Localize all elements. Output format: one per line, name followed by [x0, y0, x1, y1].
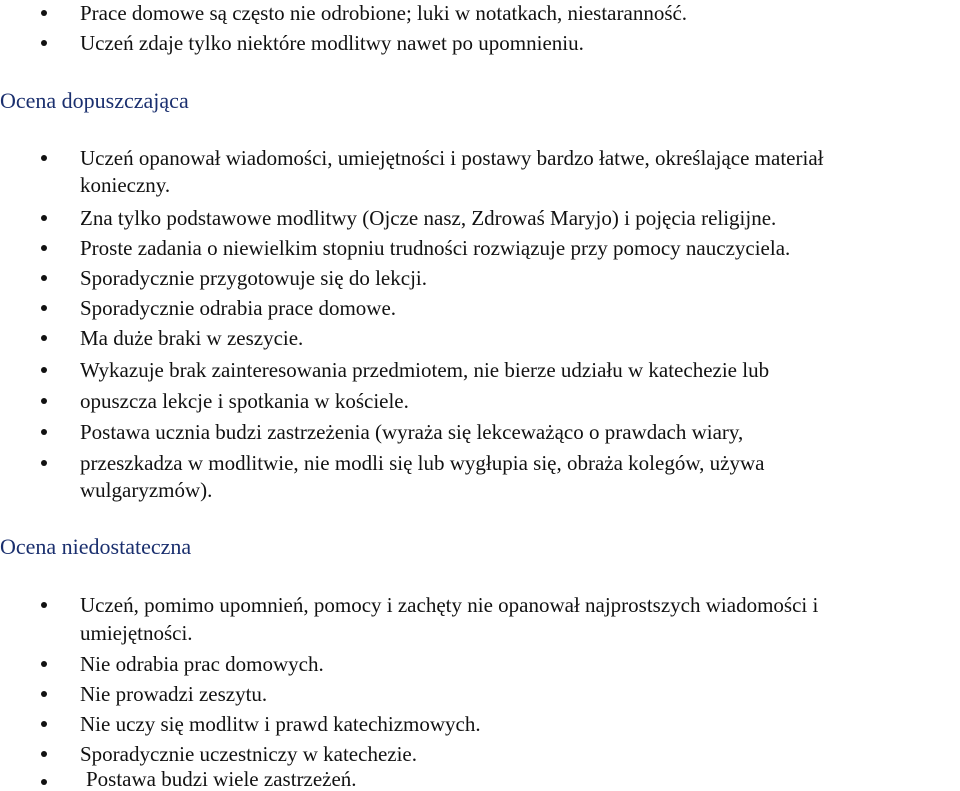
bullet-icon [41, 398, 47, 404]
bullet-icon [41, 305, 47, 311]
list-item-text: opuszcza lekcje i spotkania w kościele. [80, 389, 409, 413]
list-item-text: konieczny. [80, 173, 171, 197]
bullet-icon [41, 460, 47, 466]
list-item-text: Zna tylko podstawowe modlitwy (Ojcze nasz, Zdrowaś Maryjo) i pojęcia religijne. [80, 206, 777, 230]
list-item-text: Sporadycznie przygotowuje się do lekcji. [80, 266, 427, 290]
list-item-text: Uczeń opanował wiadomości, umiejętności i postawy bardzo łatwe, określające materiał [80, 146, 824, 170]
bullet-icon [41, 367, 47, 373]
list-item-text: Ma duże braki w zeszycie. [80, 326, 304, 350]
bullet-icon [41, 721, 47, 727]
list-item-text: Uczeń zdaje tylko niektóre modlitwy nawet po upomnieniu. [80, 31, 584, 55]
bullet-icon [41, 661, 47, 667]
list-item-text: Nie odrabia prac domowych. [80, 652, 324, 676]
bullet-icon [41, 275, 47, 281]
list-item-text: przeszkadza w modlitwie, nie modli się lub wygłupia się, obraża kolegów, używa [80, 451, 765, 475]
list-item-text: umiejętności. [80, 621, 193, 645]
list-item-text: Sporadycznie odrabia prace domowe. [80, 296, 397, 320]
bullet-icon [41, 335, 47, 341]
list-item-text: Sporadycznie uczestniczy w katechezie. [80, 742, 417, 766]
bullet-icon [41, 40, 47, 46]
bullet-icon [41, 751, 47, 757]
bullet-icon [41, 245, 47, 251]
list-item-text: Proste zadania o niewielkim stopniu trudności rozwiązuje przy pomocy nauczyciela. [80, 236, 791, 260]
section-heading: Ocena niedostateczna [0, 534, 192, 559]
list-item-text: Wykazuje brak zainteresowania przedmiotem, nie bierze udziału w katechezie lub [80, 358, 770, 382]
list-item-text: Postawa budzi wiele zastrzeżeń. [86, 767, 357, 791]
list-item-text: Prace domowe są często nie odrobione; luki w notatkach, niestaranność. [80, 1, 688, 25]
bullet-icon [41, 155, 47, 161]
section-heading: Ocena dopuszczająca [0, 88, 189, 113]
bullet-icon [41, 429, 47, 435]
list-item-text: wulgaryzmów). [80, 478, 213, 502]
list-item-text: Nie prowadzi zeszytu. [80, 682, 268, 706]
bullet-icon [41, 691, 47, 697]
list-item-text: Uczeń, pomimo upomnień, pomocy i zachęty nie opanował najprostszych wiadomości i [80, 593, 819, 617]
list-item-text: Postawa ucznia budzi zastrzeżenia (wyraża się lekceważąco o prawdach wiary, [80, 420, 744, 444]
list-item-text: Nie uczy się modlitw i prawd katechizmowych. [80, 712, 481, 736]
bullet-icon [41, 779, 47, 785]
bullet-icon [41, 215, 47, 221]
bullet-icon [41, 602, 47, 608]
bullet-icon [41, 10, 47, 16]
